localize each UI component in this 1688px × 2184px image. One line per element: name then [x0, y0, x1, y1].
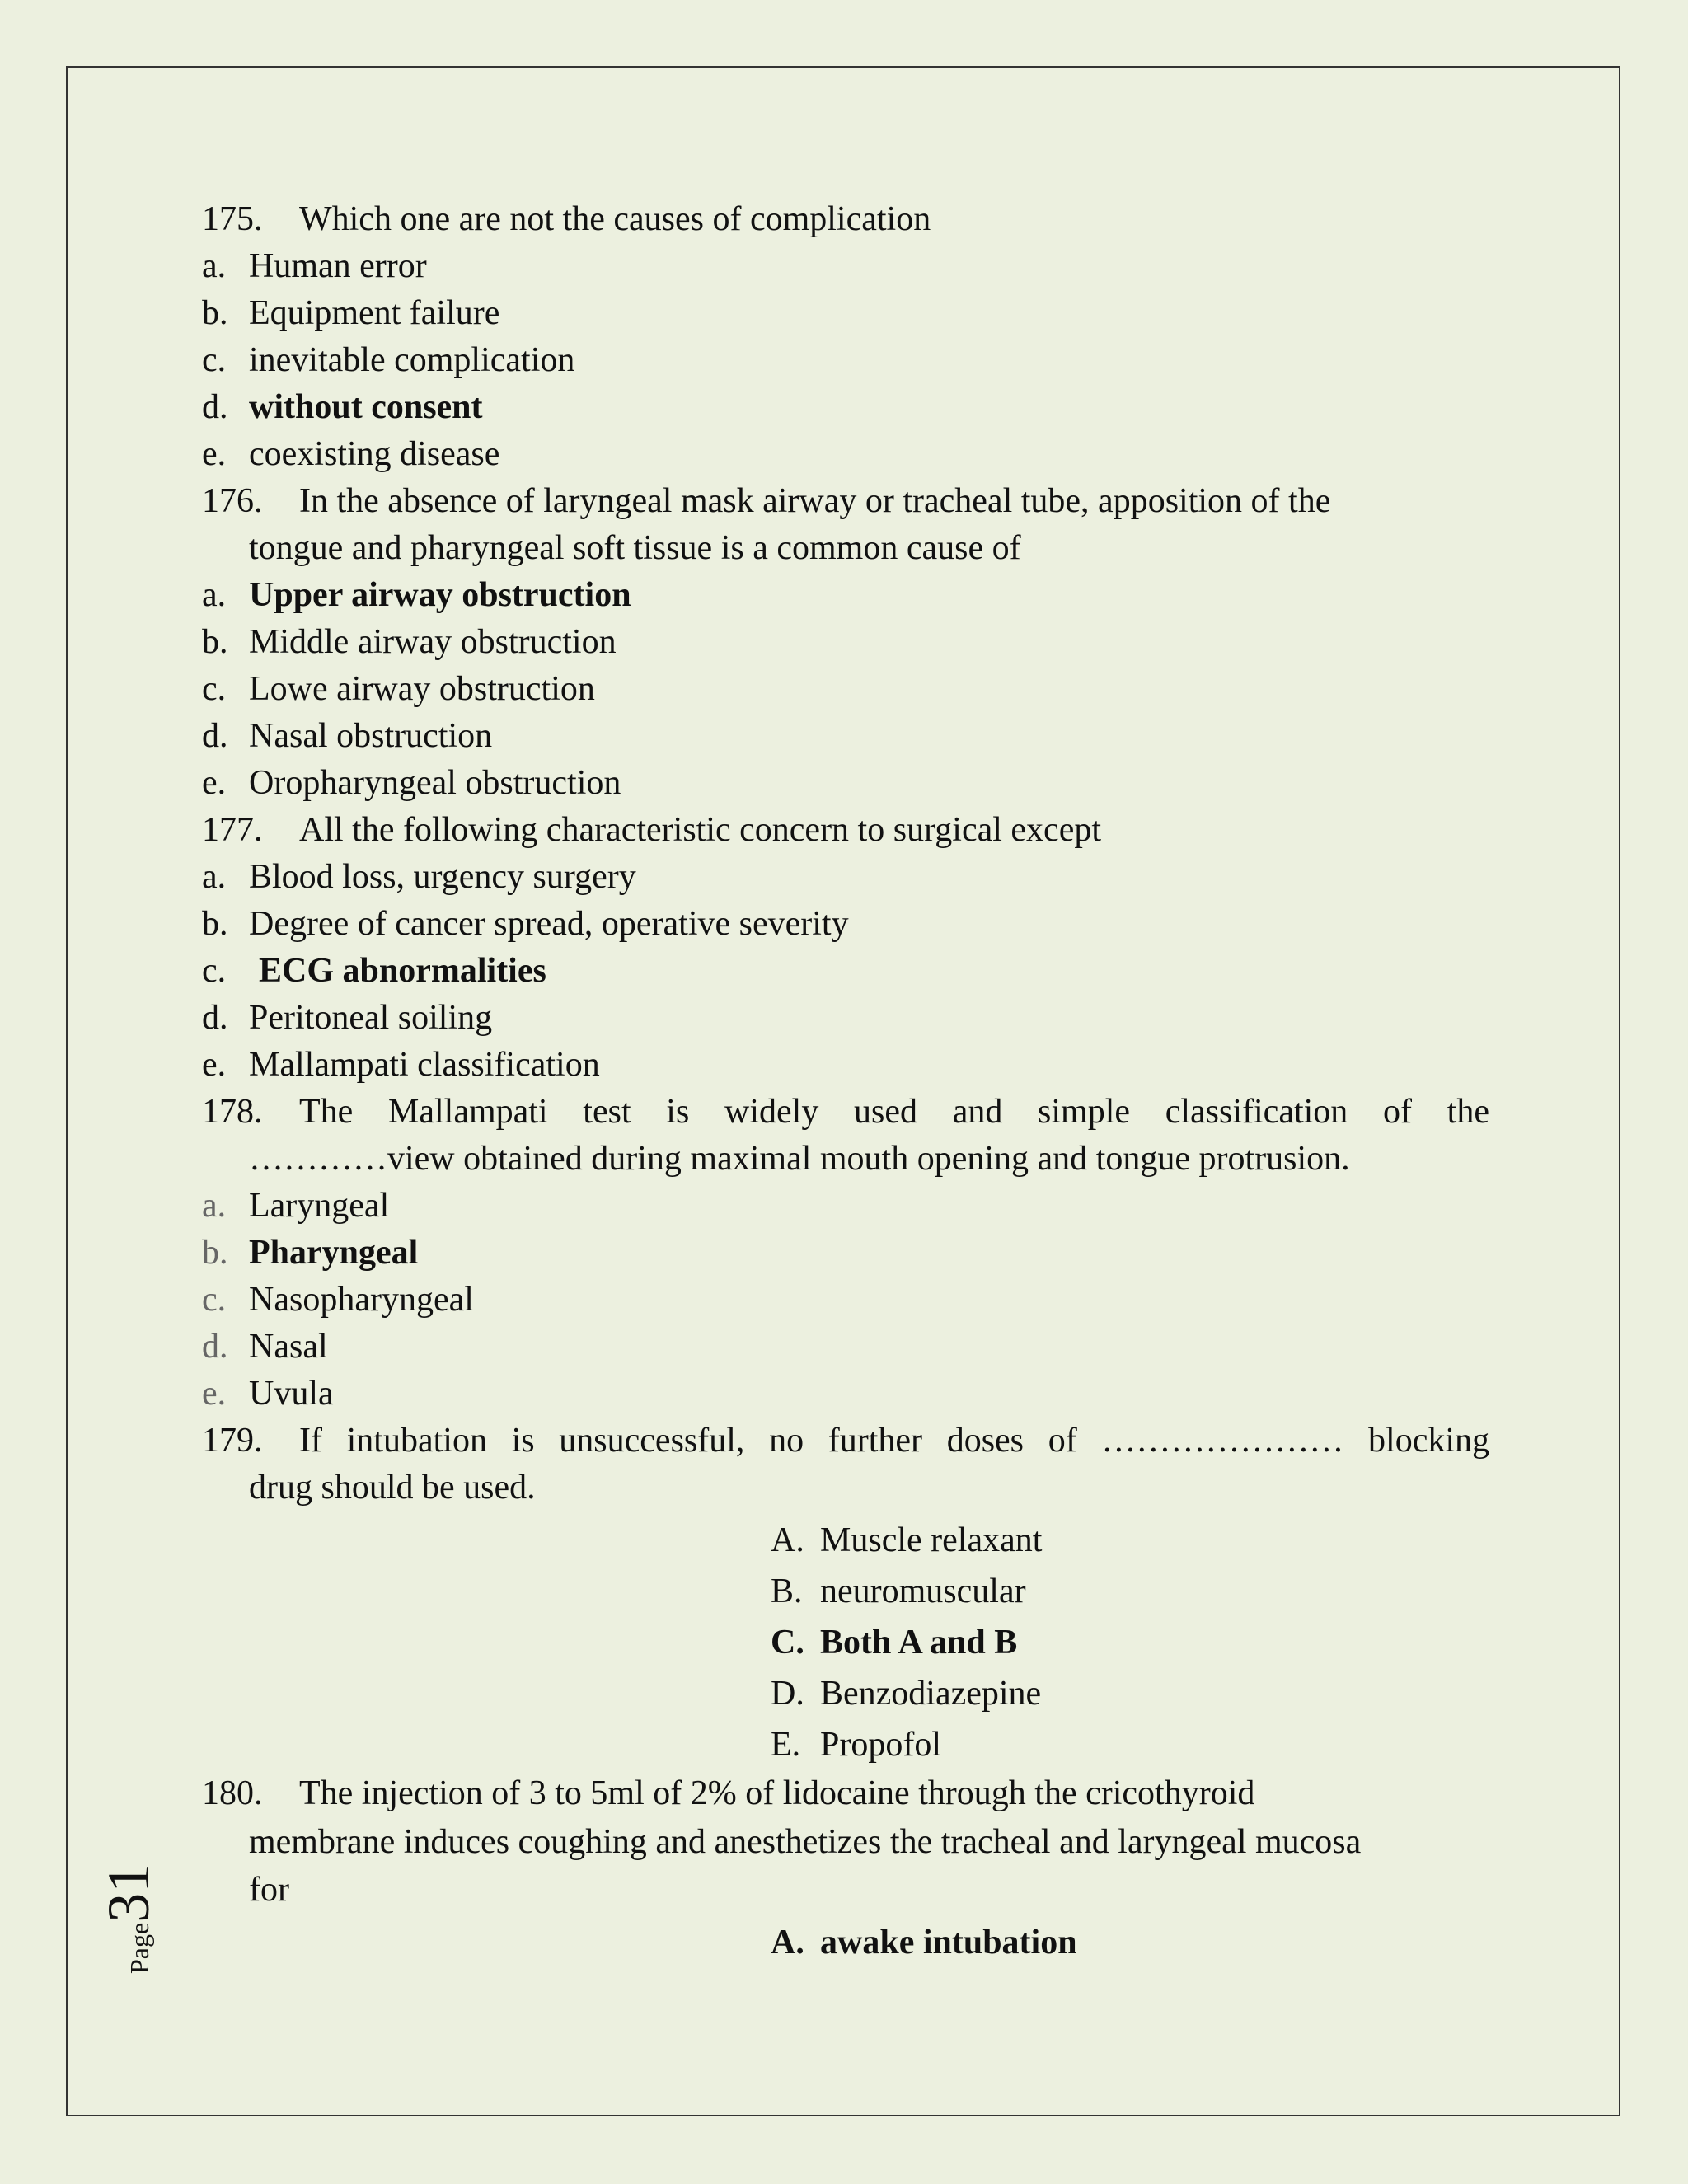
option-letter: a. — [202, 858, 227, 896]
option-text: Benzodiazepine — [820, 1675, 1042, 1713]
page-digits: 31 — [96, 1863, 162, 1923]
option-text: Degree of cancer spread, operative severity — [249, 905, 849, 943]
option-letter: a. — [202, 247, 227, 285]
question-175 — [202, 196, 1489, 243]
option-letter: e. — [202, 764, 227, 802]
option-letter: c. — [202, 1281, 227, 1319]
option-text-answer: without consent — [249, 388, 483, 426]
option — [202, 1042, 1489, 1089]
option — [202, 1324, 1489, 1371]
option-text: Propofol — [820, 1726, 941, 1764]
option-letter: A. — [771, 1924, 804, 1961]
option-letter: d. — [202, 717, 228, 755]
option-text-answer: Upper airway obstruction — [249, 576, 631, 614]
question-text: Which one are not the causes of complication — [299, 200, 931, 238]
centered-options — [202, 1917, 1489, 1968]
question-text-cont: tongue and pharyngeal soft tissue is a common cause of — [249, 529, 1021, 567]
option-correct — [202, 572, 1489, 619]
option-letter: c. — [202, 670, 227, 708]
question-180 — [202, 1770, 1489, 1817]
option-text: Muscle relaxant — [820, 1521, 1043, 1559]
option-letter: C. — [771, 1624, 804, 1661]
question-178 — [202, 1089, 1489, 1136]
option-text: Human error — [249, 247, 427, 285]
option — [202, 713, 1489, 760]
option-letter: b. — [202, 1234, 228, 1272]
option-letter: B. — [771, 1572, 803, 1610]
option-letter: b. — [202, 623, 228, 661]
question-text: The Mallampati test is widely used and simple classification of the — [299, 1093, 1489, 1131]
option — [202, 337, 1489, 384]
question-number: 179. — [202, 1422, 263, 1460]
option-text: Lowe airway obstruction — [249, 670, 595, 708]
option — [202, 431, 1489, 478]
option-letter: A. — [771, 1521, 804, 1559]
question-text-cont: …………view obtained during maximal mouth opening and tongue protrusion. — [249, 1140, 1350, 1178]
option-letter: d. — [202, 1328, 228, 1366]
centered-options — [202, 1515, 1489, 1770]
option — [202, 854, 1489, 901]
question-number: 178. — [202, 1093, 263, 1131]
option — [202, 1371, 1489, 1418]
option-text-answer: Pharyngeal — [249, 1234, 419, 1272]
option — [202, 619, 1489, 666]
question-text-cont: for — [249, 1871, 289, 1909]
option-text: Uvula — [249, 1375, 334, 1413]
option — [202, 995, 1489, 1042]
option-letter: D. — [771, 1675, 804, 1713]
option-text: Middle airway obstruction — [249, 623, 617, 661]
question-179 — [202, 1418, 1489, 1465]
question-number: 180. — [202, 1774, 263, 1812]
option-text: Equipment failure — [249, 294, 500, 332]
option — [202, 243, 1489, 290]
page-number — [95, 1863, 163, 1974]
question-number: 176. — [202, 482, 263, 520]
option-letter: a. — [202, 576, 227, 614]
option-text: Laryngeal — [249, 1187, 390, 1225]
option — [202, 760, 1489, 807]
option-letter: c. — [202, 952, 227, 990]
page-label: Page — [124, 1922, 154, 1974]
option — [202, 666, 1489, 713]
question-text: The injection of 3 to 5ml of 2% of lidocaine through the cricothyroid — [299, 1774, 1255, 1812]
question-177 — [202, 807, 1489, 854]
option-letter: b. — [202, 905, 228, 943]
option — [771, 1515, 1489, 1566]
question-176 — [202, 478, 1489, 525]
option — [202, 290, 1489, 337]
option-text: coexisting disease — [249, 435, 500, 473]
option-text: Nasal — [249, 1328, 328, 1366]
option-correct — [202, 1230, 1489, 1277]
option-letter: a. — [202, 1187, 227, 1225]
question-text: In the absence of laryngeal mask airway or tracheal tube, apposition of the — [299, 482, 1331, 520]
option — [771, 1566, 1489, 1617]
option-correct — [771, 1917, 1489, 1968]
option-letter: e. — [202, 435, 227, 473]
option-text: inevitable complication — [249, 341, 575, 379]
option — [771, 1668, 1489, 1719]
question-text: If intubation is unsuccessful, no further doses of ………………… blocking — [299, 1422, 1489, 1460]
question-text-cont: drug should be used. — [249, 1469, 536, 1507]
option-letter: e. — [202, 1046, 227, 1084]
option — [202, 1183, 1489, 1230]
option-letter: e. — [202, 1375, 227, 1413]
option — [771, 1719, 1489, 1770]
option-text: Nasopharyngeal — [249, 1281, 474, 1319]
option-text: Nasal obstruction — [249, 717, 493, 755]
option-correct — [771, 1617, 1489, 1668]
option — [202, 901, 1489, 948]
question-text-cont: membrane induces coughing and anesthetizes the tracheal and laryngeal mucosa — [249, 1823, 1362, 1861]
option-text: Blood loss, urgency surgery — [249, 858, 636, 896]
question-text: All the following characteristic concern to surgical except — [299, 811, 1102, 849]
option-text: Mallampati classification — [249, 1046, 600, 1084]
option-text-answer: ECG abnormalities — [259, 952, 546, 990]
option-correct — [202, 384, 1489, 431]
option-text: neuromuscular — [820, 1572, 1026, 1610]
option — [202, 1277, 1489, 1324]
option-correct — [202, 948, 1489, 995]
option-text-answer: awake intubation — [820, 1924, 1077, 1961]
option-text: Peritoneal soiling — [249, 999, 493, 1037]
option-letter: d. — [202, 388, 228, 426]
question-number: 177. — [202, 811, 263, 849]
option-letter: d. — [202, 999, 228, 1037]
option-letter: E. — [771, 1726, 801, 1764]
option-text: Oropharyngeal obstruction — [249, 764, 621, 802]
question-number: 175. — [202, 200, 263, 238]
question-list — [202, 196, 1489, 1968]
option-text-answer: Both A and B — [820, 1624, 1018, 1661]
option-letter: b. — [202, 294, 228, 332]
option-letter: c. — [202, 341, 227, 379]
